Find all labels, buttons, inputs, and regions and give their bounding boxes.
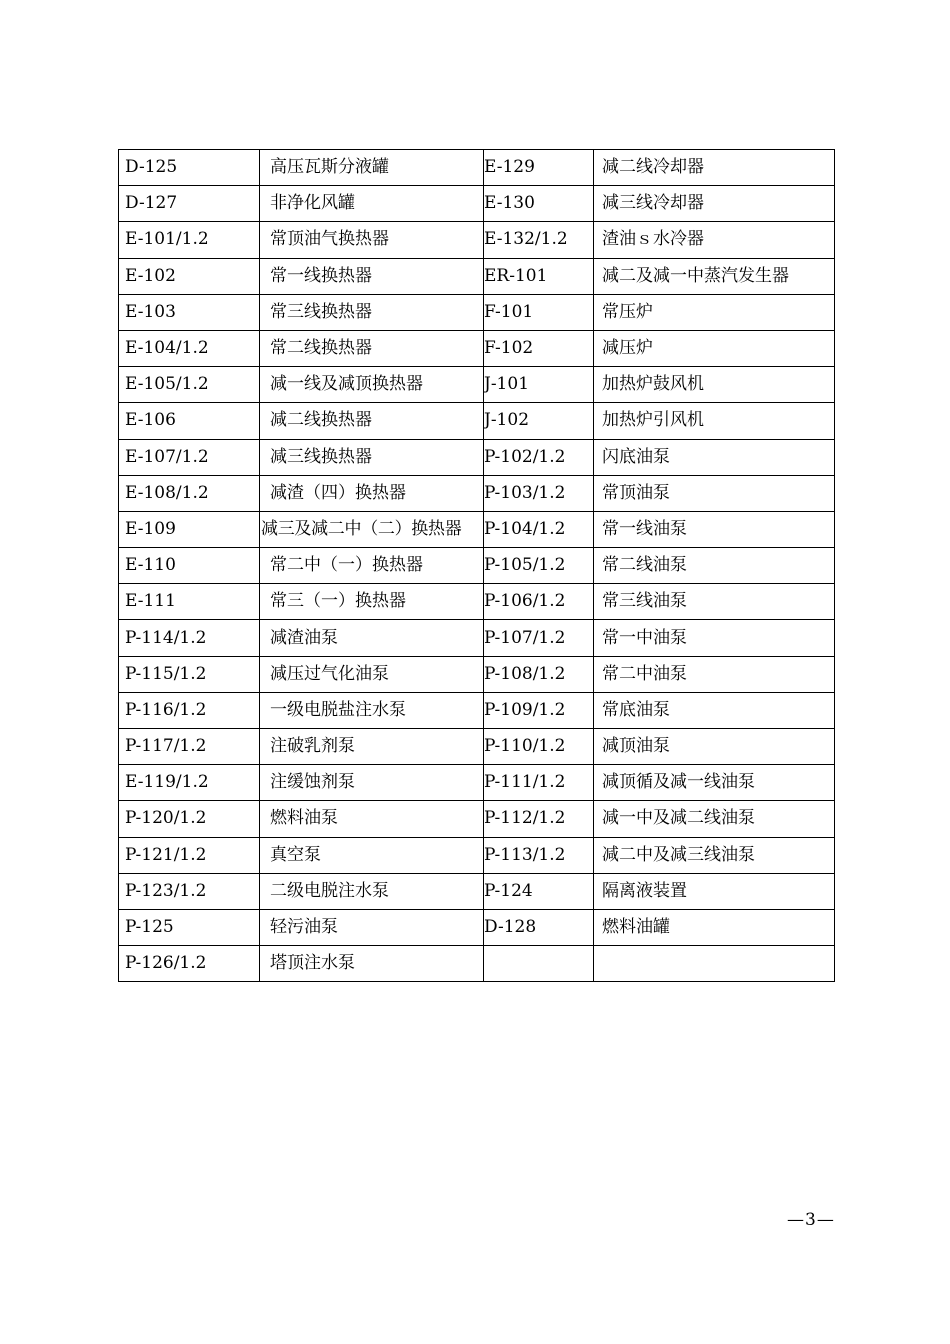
equipment-name-right: 加热炉引风机	[594, 403, 835, 439]
page-number: —3—	[787, 1210, 835, 1230]
table-row	[119, 475, 835, 511]
equipment-name-left: 燃料油泵	[260, 801, 484, 837]
equipment-code-right: P-102/1.2	[484, 439, 594, 475]
equipment-code-left: E-103	[119, 294, 260, 330]
equipment-code-left: P-125	[119, 909, 260, 945]
equipment-code-right: P-108/1.2	[484, 656, 594, 692]
table-row	[119, 801, 835, 837]
table-row	[119, 692, 835, 728]
equipment-name-left: 二级电脱注水泵	[260, 873, 484, 909]
equipment-name-left: 常三线换热器	[260, 294, 484, 330]
equipment-name-left: 常二中（一）换热器	[260, 548, 484, 584]
equipment-name-right: 减顶油泵	[594, 729, 835, 765]
equipment-code-right: F-102	[484, 330, 594, 366]
equipment-name-right: 隔离液装置	[594, 873, 835, 909]
equipment-code-left: E-104/1.2	[119, 330, 260, 366]
table-row	[119, 367, 835, 403]
equipment-name-left: 一级电脱盐注水泵	[260, 692, 484, 728]
equipment-name-right: 减三线冷却器	[594, 186, 835, 222]
equipment-name-right: 常一线油泵	[594, 511, 835, 547]
equipment-code-right: D-128	[484, 909, 594, 945]
table-row	[119, 584, 835, 620]
equipment-code-left: D-127	[119, 186, 260, 222]
equipment-code-right: ER-101	[484, 258, 594, 294]
equipment-name-left: 非净化风罐	[260, 186, 484, 222]
equipment-code-left: P-114/1.2	[119, 620, 260, 656]
equipment-name-left: 减三线换热器	[260, 439, 484, 475]
equipment-code-left: E-105/1.2	[119, 367, 260, 403]
equipment-name-left: 减压过气化油泵	[260, 656, 484, 692]
table-row	[119, 765, 835, 801]
table-row	[119, 620, 835, 656]
equipment-name-left: 塔顶注水泵	[260, 946, 484, 982]
equipment-name-left: 减渣油泵	[260, 620, 484, 656]
equipment-code-left: E-106	[119, 403, 260, 439]
equipment-code-right: P-109/1.2	[484, 692, 594, 728]
equipment-code-left: E-110	[119, 548, 260, 584]
equipment-name-right: 常二线油泵	[594, 548, 835, 584]
equipment-code-right: P-124	[484, 873, 594, 909]
equipment-code-right: J-101	[484, 367, 594, 403]
equipment-name-right: 常二中油泵	[594, 656, 835, 692]
equipment-code-right: P-111/1.2	[484, 765, 594, 801]
equipment-code-left: E-107/1.2	[119, 439, 260, 475]
table-row	[119, 222, 835, 258]
table-row	[119, 656, 835, 692]
table-row	[119, 294, 835, 330]
equipment-name-left: 常顶油气换热器	[260, 222, 484, 258]
equipment-name-right: 渣油ｓ水冷器	[594, 222, 835, 258]
equipment-code-left: E-111	[119, 584, 260, 620]
equipment-code-right: E-130	[484, 186, 594, 222]
equipment-name-right: 燃料油罐	[594, 909, 835, 945]
equipment-code-left: E-102	[119, 258, 260, 294]
equipment-code-right	[484, 946, 594, 982]
table-row	[119, 150, 835, 186]
table-row	[119, 873, 835, 909]
table-row	[119, 909, 835, 945]
table-row	[119, 403, 835, 439]
equipment-code-right: P-103/1.2	[484, 475, 594, 511]
table-row	[119, 258, 835, 294]
equipment-code-right: P-112/1.2	[484, 801, 594, 837]
equipment-table	[118, 149, 835, 982]
equipment-name-right: 减一中及减二线油泵	[594, 801, 835, 837]
equipment-name-right: 加热炉鼓风机	[594, 367, 835, 403]
equipment-code-left: P-123/1.2	[119, 873, 260, 909]
equipment-name-right: 减二及减一中蒸汽发生器	[594, 258, 835, 294]
equipment-table-body	[119, 150, 835, 982]
equipment-code-left: P-117/1.2	[119, 729, 260, 765]
table-row	[119, 548, 835, 584]
equipment-code-right: P-113/1.2	[484, 837, 594, 873]
table-row	[119, 511, 835, 547]
equipment-code-right: E-132/1.2	[484, 222, 594, 258]
equipment-code-left: E-101/1.2	[119, 222, 260, 258]
equipment-code-right: J-102	[484, 403, 594, 439]
equipment-name-left: 注缓蚀剂泵	[260, 765, 484, 801]
equipment-code-right: P-106/1.2	[484, 584, 594, 620]
equipment-name-right: 常底油泵	[594, 692, 835, 728]
table-row	[119, 946, 835, 982]
equipment-code-right: P-105/1.2	[484, 548, 594, 584]
equipment-name-right: 减顶循及减一线油泵	[594, 765, 835, 801]
equipment-name-right: 减压炉	[594, 330, 835, 366]
equipment-name-left: 常一线换热器	[260, 258, 484, 294]
equipment-name-left: 减一线及减顶换热器	[260, 367, 484, 403]
equipment-name-right: 闪底油泵	[594, 439, 835, 475]
equipment-name-right	[594, 946, 835, 982]
equipment-code-left: P-121/1.2	[119, 837, 260, 873]
equipment-name-left: 注破乳剂泵	[260, 729, 484, 765]
equipment-code-left: E-108/1.2	[119, 475, 260, 511]
equipment-code-right: F-101	[484, 294, 594, 330]
table-row	[119, 837, 835, 873]
equipment-name-left: 轻污油泵	[260, 909, 484, 945]
equipment-name-left: 常二线换热器	[260, 330, 484, 366]
equipment-code-left: D-125	[119, 150, 260, 186]
equipment-code-left: P-115/1.2	[119, 656, 260, 692]
equipment-code-left: P-120/1.2	[119, 801, 260, 837]
equipment-name-left: 高压瓦斯分液罐	[260, 150, 484, 186]
equipment-name-right: 减二中及减三线油泵	[594, 837, 835, 873]
equipment-code-right: P-107/1.2	[484, 620, 594, 656]
equipment-code-left: E-109	[119, 511, 260, 547]
equipment-name-left: 常三（一）换热器	[260, 584, 484, 620]
table-row	[119, 330, 835, 366]
equipment-name-right: 常压炉	[594, 294, 835, 330]
equipment-name-left: 真空泵	[260, 837, 484, 873]
equipment-name-left: 减三及减二中（二）换热器	[260, 511, 484, 547]
table-row	[119, 729, 835, 765]
equipment-name-right: 常三线油泵	[594, 584, 835, 620]
equipment-code-right: P-110/1.2	[484, 729, 594, 765]
equipment-code-right: E-129	[484, 150, 594, 186]
equipment-code-right: P-104/1.2	[484, 511, 594, 547]
equipment-code-left: P-126/1.2	[119, 946, 260, 982]
equipment-name-right: 减二线冷却器	[594, 150, 835, 186]
equipment-name-right: 常顶油泵	[594, 475, 835, 511]
table-row	[119, 439, 835, 475]
equipment-name-left: 减二线换热器	[260, 403, 484, 439]
equipment-code-left: E-119/1.2	[119, 765, 260, 801]
table-row	[119, 186, 835, 222]
equipment-name-right: 常一中油泵	[594, 620, 835, 656]
equipment-code-left: P-116/1.2	[119, 692, 260, 728]
equipment-name-left: 减渣（四）换热器	[260, 475, 484, 511]
